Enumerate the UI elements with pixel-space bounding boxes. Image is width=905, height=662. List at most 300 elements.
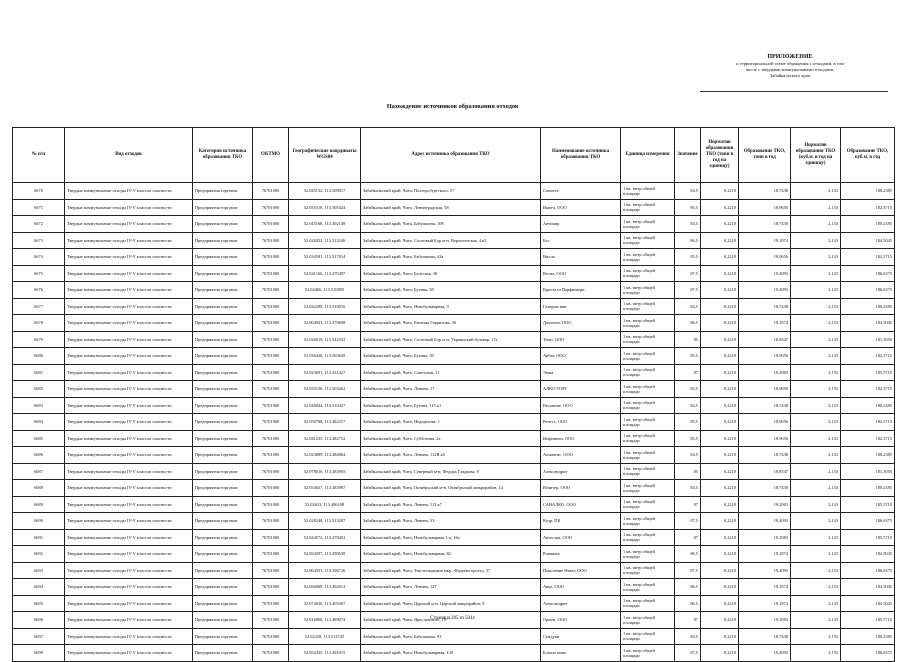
value-cell: 84,5 xyxy=(675,298,701,315)
row-number-cell: 6681 xyxy=(13,364,65,381)
source-name-cell: Инфинити, ООО xyxy=(541,430,621,447)
norm-tons-cell: 0,2218 xyxy=(701,513,739,530)
coordinates-cell: 52.02633, 113.486108 xyxy=(289,496,361,513)
tons-per-year-cell: 18,7438 xyxy=(739,216,791,233)
source-name-cell: Бес xyxy=(541,232,621,249)
norm-cubic-cell: 2,133 xyxy=(791,249,841,266)
norm-cubic-cell: 2,133 xyxy=(791,183,841,200)
source-name-cell: Ренесс, ООО xyxy=(541,414,621,431)
norm-tons-cell: 0,2218 xyxy=(701,397,739,414)
source-address-cell: Забайкальский край, Чита, Сосновый Бор м-н, Верхоленская, 4 к5 xyxy=(361,232,541,249)
source-name-cell: Автостра, ООО xyxy=(541,529,621,546)
row-number-cell: 6688 xyxy=(13,480,65,497)
source-category-cell: Предприятия торговли xyxy=(193,315,253,332)
source-name-cell: Орион, ООО xyxy=(541,612,621,629)
source-address-cell: Забайкальский край, Чита, Ленина, 17 xyxy=(361,381,541,398)
table-row xyxy=(13,331,895,348)
norm-tons-cell: 0,2218 xyxy=(701,480,739,497)
waste-type-cell: Твердые коммунальные отходы IV-V классов опасности xyxy=(65,463,193,480)
header-cell: Наименование источника образования ТКО xyxy=(541,128,621,183)
appendix-line: Забайкальского края xyxy=(769,73,811,78)
norm-cubic-cell: 2,133 xyxy=(791,480,841,497)
norm-cubic-cell: 2,133 xyxy=(791,348,841,365)
row-number-cell: 6687 xyxy=(13,463,65,480)
source-name-cell: Поколение Невет, ООО xyxy=(541,562,621,579)
norm-tons-cell: 0,2218 xyxy=(701,348,739,365)
coordinates-cell: 52.04466, 113.510095 xyxy=(289,282,361,299)
unit-cell: 1 кв. метр общей площади xyxy=(621,315,675,332)
source-category-cell: Предприятия торговли xyxy=(193,364,253,381)
source-address-cell: Забайкальский край, Чита, Евгения Гаврилова, 36 xyxy=(361,315,541,332)
norm-cubic-cell: 2,133 xyxy=(791,645,841,662)
source-category-cell: Предприятия торговли xyxy=(193,414,253,431)
cubic-per-year-cell: 180,2385 xyxy=(841,298,895,315)
source-category-cell: Предприятия торговли xyxy=(193,496,253,513)
header-row xyxy=(13,128,895,183)
row-number-cell: 6692 xyxy=(13,546,65,563)
coordinates-cell: 52.016808, 113.489074 xyxy=(289,612,361,629)
cubic-per-year-cell: 181,3050 xyxy=(841,331,895,348)
oktmo-code-cell: 76701000 xyxy=(253,364,289,381)
value-cell: 87,5 xyxy=(675,562,701,579)
oktmo-code-cell: 76701000 xyxy=(253,546,289,563)
oktmo-code-cell: 76701000 xyxy=(253,397,289,414)
oktmo-code-cell: 76701000 xyxy=(253,348,289,365)
norm-cubic-cell: 2,133 xyxy=(791,430,841,447)
value-cell: 87 xyxy=(675,364,701,381)
value-cell: 86,5 xyxy=(675,595,701,612)
header-cell: Вид отходов xyxy=(65,128,193,183)
oktmo-code-cell: 76701000 xyxy=(253,562,289,579)
tons-per-year-cell: 19,1874 xyxy=(739,315,791,332)
source-address-cell: Забайкальский край, Чита, Новобульварная, 9 xyxy=(361,298,541,315)
coordinates-cell: 52.041235, 113.482752 xyxy=(289,430,361,447)
source-category-cell: Предприятия торговли xyxy=(193,381,253,398)
source-address-cell: Забайкальский край, Чита, Бутина, 59 xyxy=(361,348,541,365)
norm-tons-cell: 0,2218 xyxy=(701,232,739,249)
norm-cubic-cell: 2,133 xyxy=(791,397,841,414)
cubic-per-year-cell: 180,2385 xyxy=(841,397,895,414)
table-row xyxy=(13,315,895,332)
cubic-per-year-cell: 185,5710 xyxy=(841,529,895,546)
source-category-cell: Предприятия торговли xyxy=(193,249,253,266)
tons-per-year-cell: 19,1874 xyxy=(739,546,791,563)
waste-type-cell: Твердые коммунальные отходы IV-V классов опасности xyxy=(65,265,193,282)
oktmo-code-cell: 76701000 xyxy=(253,381,289,398)
unit-cell: 1 кв. метр общей площади xyxy=(621,249,675,266)
source-category-cell: Предприятия торговли xyxy=(193,199,253,216)
cubic-per-year-cell: 182,3715 xyxy=(841,249,895,266)
oktmo-code-cell: 76701000 xyxy=(253,595,289,612)
source-address-cell: Забайкальский край, Чита, Советская, 11 xyxy=(361,364,541,381)
source-address-cell: Забайкальский край, Чита, Бабушкина, 42а xyxy=(361,249,541,266)
source-name-cell: Вилла xyxy=(541,249,621,266)
table-row xyxy=(13,364,895,381)
tons-per-year-cell: 19,2983 xyxy=(739,529,791,546)
header-cell: ОКТМО xyxy=(253,128,289,183)
value-cell: 86,5 xyxy=(675,579,701,596)
norm-tons-cell: 0,2218 xyxy=(701,546,739,563)
tons-per-year-cell: 18,8547 xyxy=(739,331,791,348)
unit-cell: 1 кв. метр общей площади xyxy=(621,513,675,530)
oktmo-code-cell: 76701000 xyxy=(253,480,289,497)
table-row xyxy=(13,199,895,216)
source-address-cell: Забайкальский край, Чита, Субботина, 2а xyxy=(361,430,541,447)
norm-cubic-cell: 2,133 xyxy=(791,199,841,216)
cubic-per-year-cell: 185,5710 xyxy=(841,612,895,629)
source-category-cell: Предприятия торговли xyxy=(193,282,253,299)
norm-tons-cell: 0,2218 xyxy=(701,199,739,216)
tons-per-year-cell: 18,9656 xyxy=(739,430,791,447)
oktmo-code-cell: 76701000 xyxy=(253,628,289,645)
coordinates-cell: 52.054297, 113.490539 xyxy=(289,546,361,563)
source-name-cell: Самотех xyxy=(541,183,621,200)
tons-per-year-cell: 18,7438 xyxy=(739,628,791,645)
norm-cubic-cell: 2,133 xyxy=(791,628,841,645)
source-category-cell: Предприятия торговли xyxy=(193,579,253,596)
waste-type-cell: Твердые коммунальные отходы IV-V классов опасности xyxy=(65,430,193,447)
document-title: Нахождение источников образования отходов xyxy=(386,103,519,110)
table-row xyxy=(13,397,895,414)
oktmo-code-cell: 76701000 xyxy=(253,529,289,546)
row-number-cell: 6684 xyxy=(13,414,65,431)
unit-cell: 1 кв. метр общей площади xyxy=(621,199,675,216)
source-address-cell: Забайкальский край, Чита, Октябрьский м-н, Октябрьский микрорайон, 14 xyxy=(361,480,541,497)
oktmo-code-cell: 76701000 xyxy=(253,249,289,266)
unit-cell: 1 кв. метр общей площади xyxy=(621,397,675,414)
waste-type-cell: Твердые коммунальные отходы IV-V классов опасности xyxy=(65,282,193,299)
cubic-per-year-cell: 184,5045 xyxy=(841,546,895,563)
waste-type-cell: Твердые коммунальные отходы IV-V классов опасности xyxy=(65,397,193,414)
value-cell: 85,5 xyxy=(675,430,701,447)
norm-tons-cell: 0,2218 xyxy=(701,331,739,348)
waste-type-cell: Твердые коммунальные отходы IV-V классов опасности xyxy=(65,645,193,662)
unit-cell: 1 кв. метр общей площади xyxy=(621,348,675,365)
waste-type-cell: Твердые коммунальные отходы IV-V классов опасности xyxy=(65,447,193,464)
unit-cell: 1 кв. метр общей площади xyxy=(621,645,675,662)
row-number-cell: 6680 xyxy=(13,348,65,365)
value-cell: 84,5 xyxy=(675,447,701,464)
norm-tons-cell: 0,2218 xyxy=(701,364,739,381)
tons-per-year-cell: 19,1874 xyxy=(739,595,791,612)
cubic-per-year-cell: 185,5710 xyxy=(841,496,895,513)
unit-cell: 1 кв. метр общей площади xyxy=(621,298,675,315)
source-category-cell: Предприятия торговли xyxy=(193,480,253,497)
cubic-per-year-cell: 185,5710 xyxy=(841,364,895,381)
norm-cubic-cell: 2,133 xyxy=(791,513,841,530)
tons-per-year-cell: 18,9656 xyxy=(739,199,791,216)
norm-tons-cell: 0,2218 xyxy=(701,414,739,431)
cubic-per-year-cell: 186,6375 xyxy=(841,265,895,282)
value-cell: 84,5 xyxy=(675,397,701,414)
tons-per-year-cell: 19,4093 xyxy=(739,282,791,299)
table-row xyxy=(13,414,895,431)
coordinates-cell: 52.023889, 113.484864 xyxy=(289,447,361,464)
oktmo-code-cell: 76701000 xyxy=(253,513,289,530)
cubic-per-year-cell: 182,3715 xyxy=(841,430,895,447)
header-cell: Адрес источника образования ТКО xyxy=(361,128,541,183)
source-name-cell: Александрит xyxy=(541,463,621,480)
coordinates-cell: 52.046844, 113.510427 xyxy=(289,397,361,414)
page-number: Страница 285 из 5044 xyxy=(430,616,475,621)
source-name-cell: Алмаатис, ООО xyxy=(541,447,621,464)
source-address-cell: Забайкальский край, Чита, Ленина, 127 xyxy=(361,579,541,596)
waste-type-cell: Твердые коммунальные отходы IV-V классов опасности xyxy=(65,183,193,200)
table-row xyxy=(13,595,895,612)
row-number-cell: 6679 xyxy=(13,331,65,348)
header-cell: Единица измерения xyxy=(621,128,675,183)
norm-tons-cell: 0,2218 xyxy=(701,216,739,233)
coordinates-cell: 52.034581, 113.517814 xyxy=(289,249,361,266)
source-name-cell: Джунгли, ООО xyxy=(541,315,621,332)
unit-cell: 1 кв. метр общей площади xyxy=(621,282,675,299)
cubic-per-year-cell: 180,2385 xyxy=(841,183,895,200)
oktmo-code-cell: 76701000 xyxy=(253,414,289,431)
value-cell: 85,5 xyxy=(675,414,701,431)
source-name-cell: Юпитер, ООО xyxy=(541,480,621,497)
tons-per-year-cell: 18,9656 xyxy=(739,348,791,365)
norm-cubic-cell: 2,133 xyxy=(791,298,841,315)
norm-tons-cell: 0,2218 xyxy=(701,595,739,612)
coordinates-cell: 52.045168, 113.492148 xyxy=(289,216,361,233)
oktmo-code-cell: 76701000 xyxy=(253,199,289,216)
source-address-cell: Забайкальский край, Чита, Ленина, 112В к6 xyxy=(361,447,541,464)
table-row xyxy=(13,546,895,563)
cubic-per-year-cell: 186,6375 xyxy=(841,562,895,579)
waste-type-cell: Твердые коммунальные отходы IV-V классов опасности xyxy=(65,480,193,497)
oktmo-code-cell: 76701000 xyxy=(253,447,289,464)
value-cell: 87 xyxy=(675,496,701,513)
cubic-per-year-cell: 184,5045 xyxy=(841,315,895,332)
cubic-per-year-cell: 180,2385 xyxy=(841,480,895,497)
coordinates-cell: 52.036428, 113.503649 xyxy=(289,348,361,365)
source-address-cell: Забайкальский край, Чита, Ярославского, 19 xyxy=(361,612,541,629)
source-address-cell: Забайкальский край, Чита, Балтская, 30 xyxy=(361,265,541,282)
source-address-cell: Забайкальский край, Чита, Ленинградская, 58 xyxy=(361,199,541,216)
waste-type-cell: Твердые коммунальные отходы IV-V классов опасности xyxy=(65,331,193,348)
tons-per-year-cell: 19,1874 xyxy=(739,579,791,596)
tons-per-year-cell: 18,8547 xyxy=(739,463,791,480)
cubic-per-year-cell: 182,3715 xyxy=(841,381,895,398)
unit-cell: 1 кв. метр общей площади xyxy=(621,430,675,447)
norm-tons-cell: 0,2218 xyxy=(701,628,739,645)
value-cell: 84,5 xyxy=(675,216,701,233)
norm-cubic-cell: 2,133 xyxy=(791,612,841,629)
row-number-cell: 6691 xyxy=(13,529,65,546)
source-category-cell: Предприятия торговли xyxy=(193,447,253,464)
source-address-cell: Забайкальский край, Чита, Новобульварная 1-я, 16а xyxy=(361,529,541,546)
tons-per-year-cell: 18,7438 xyxy=(739,298,791,315)
oktmo-code-cell: 76701000 xyxy=(253,496,289,513)
waste-type-cell: Твердые коммунальные отходы IV-V классов опасности xyxy=(65,612,193,629)
source-category-cell: Предприятия торговли xyxy=(193,513,253,530)
tons-per-year-cell: 19,2983 xyxy=(739,612,791,629)
row-number-cell: 6682 xyxy=(13,381,65,398)
waste-type-cell: Твердые коммунальные отходы IV-V классов опасности xyxy=(65,348,193,365)
norm-tons-cell: 0,2218 xyxy=(701,265,739,282)
cubic-per-year-cell: 186,6375 xyxy=(841,513,895,530)
row-number-cell: 6698 xyxy=(13,645,65,662)
oktmo-code-cell: 76701000 xyxy=(253,430,289,447)
unit-cell: 1 кв. метр общей площади xyxy=(621,364,675,381)
row-number-cell: 6686 xyxy=(13,447,65,464)
appendix-title: ПРИЛОЖЕНИЕ xyxy=(767,54,813,60)
row-number-cell: 6694 xyxy=(13,579,65,596)
norm-tons-cell: 0,2218 xyxy=(701,463,739,480)
unit-cell: 1 кв. метр общей площади xyxy=(621,579,675,596)
source-address-cell: Забайкальский край, Чита, Бутина, 115 к1 xyxy=(361,397,541,414)
tons-per-year-cell: 19,4093 xyxy=(739,265,791,282)
table-row xyxy=(13,232,895,249)
table-row xyxy=(13,529,895,546)
cubic-per-year-cell: 182,3715 xyxy=(841,348,895,365)
unit-cell: 1 кв. метр общей площади xyxy=(621,216,675,233)
coordinates-cell: 52.064943, 113.470698 xyxy=(289,315,361,332)
header-cell: Категория источника образования ТКО xyxy=(193,128,253,183)
coordinates-cell: 52.028248, 113.513287 xyxy=(289,513,361,530)
waste-type-cell: Твердые коммунальные отходы IV-V классов опасности xyxy=(65,513,193,530)
coordinates-cell: 52.064353, 113.396726 xyxy=(289,562,361,579)
coordinates-cell: 52.042299, 113.510016 xyxy=(289,298,361,315)
norm-cubic-cell: 2,133 xyxy=(791,315,841,332)
table-row xyxy=(13,249,895,266)
row-number-cell: 6689 xyxy=(13,496,65,513)
appendix-underline xyxy=(700,91,888,92)
oktmo-code-cell: 76701000 xyxy=(253,298,289,315)
norm-cubic-cell: 2,133 xyxy=(791,216,841,233)
table-row xyxy=(13,265,895,282)
cubic-per-year-cell: 182,3715 xyxy=(841,199,895,216)
unit-cell: 1 кв. метр общей площади xyxy=(621,265,675,282)
coordinates-cell: 52.035318, 113.505324 xyxy=(289,199,361,216)
source-name-cell: Вьюга, ООО xyxy=(541,199,621,216)
waste-type-cell: Твердые коммунальные отходы IV-V классов опасности xyxy=(65,546,193,563)
unit-cell: 1 кв. метр общей площади xyxy=(621,595,675,612)
source-address-cell: Забайкальский край, Чита, Текстильщиков мкр., Фадеева проезд, 37 xyxy=(361,562,541,579)
table-row xyxy=(13,628,895,645)
tons-per-year-cell: 18,7438 xyxy=(739,397,791,414)
unit-cell: 1 кв. метр общей площади xyxy=(621,447,675,464)
oktmo-code-cell: 76701000 xyxy=(253,645,289,662)
unit-cell: 1 кв. метр общей площади xyxy=(621,381,675,398)
waste-type-cell: Твердые коммунальные отходы IV-V классов опасности xyxy=(65,496,193,513)
coordinates-cell: 52.078016, 113.483965 xyxy=(289,463,361,480)
coordinates-cell: 52.041166, 113.479497 xyxy=(289,265,361,282)
cubic-per-year-cell: 184,5045 xyxy=(841,232,895,249)
norm-tons-cell: 0,2218 xyxy=(701,183,739,200)
norm-cubic-cell: 2,133 xyxy=(791,529,841,546)
row-number-cell: 6683 xyxy=(13,397,65,414)
cubic-per-year-cell: 181,3050 xyxy=(841,463,895,480)
value-cell: 87 xyxy=(675,529,701,546)
source-address-cell: Забайкальский край, Чита, Северный м-н, Федора Гладкова, 8 xyxy=(361,463,541,480)
tons-per-year-cell: 19,4093 xyxy=(739,645,791,662)
unit-cell: 1 кв. метр общей площади xyxy=(621,562,675,579)
unit-cell: 1 кв. метр общей площади xyxy=(621,480,675,497)
cubic-per-year-cell: 180,2385 xyxy=(841,216,895,233)
coordinates-cell: 52.045132, 113.509017 xyxy=(289,183,361,200)
source-name-cell: Александрит xyxy=(541,595,621,612)
table-row xyxy=(13,480,895,497)
waste-type-cell: Твердые коммунальные отходы IV-V классов опасности xyxy=(65,232,193,249)
coordinates-cell: 52.023691, 113.431427 xyxy=(289,364,361,381)
tons-per-year-cell: 18,7438 xyxy=(739,447,791,464)
table-row xyxy=(13,183,895,200)
norm-cubic-cell: 2,133 xyxy=(791,546,841,563)
waste-type-cell: Твердые коммунальные отходы IV-V классов опасности xyxy=(65,298,193,315)
row-number-cell: 6674 xyxy=(13,249,65,266)
oktmo-code-cell: 76701000 xyxy=(253,265,289,282)
oktmo-code-cell: 76701000 xyxy=(253,216,289,233)
tons-per-year-cell: 19,1874 xyxy=(739,232,791,249)
waste-type-cell: Твердые коммунальные отходы IV-V классов опасности xyxy=(65,249,193,266)
norm-tons-cell: 0,2218 xyxy=(701,645,739,662)
norm-tons-cell: 0,2218 xyxy=(701,315,739,332)
source-category-cell: Предприятия торговли xyxy=(193,397,253,414)
table-row xyxy=(13,513,895,530)
tons-per-year-cell: 19,2983 xyxy=(739,496,791,513)
waste-type-cell: Твердые коммунальные отходы IV-V классов опасности xyxy=(65,364,193,381)
source-category-cell: Предприятия торговли xyxy=(193,331,253,348)
table-row xyxy=(13,282,895,299)
tons-per-year-cell: 18,9656 xyxy=(739,249,791,266)
source-address-cell: Забайкальский край, Чита, Ленина, 33 xyxy=(361,513,541,530)
norm-tons-cell: 0,2218 xyxy=(701,562,739,579)
source-category-cell: Предприятия торговли xyxy=(193,216,253,233)
norm-cubic-cell: 2,133 xyxy=(791,579,841,596)
oktmo-code-cell: 76701000 xyxy=(253,331,289,348)
norm-tons-cell: 0,2218 xyxy=(701,447,739,464)
source-address-cell: Забайкальский край, Чита, Царский м-н, Царский микрорайон, 9 xyxy=(361,595,541,612)
source-name-cell: Сундуки xyxy=(541,628,621,645)
source-address-cell: Забайкальский край, Чита, Ленина, 112 к7 xyxy=(361,496,541,513)
table-row xyxy=(13,216,895,233)
unit-cell: 1 кв. метр общей площади xyxy=(621,183,675,200)
value-cell: 87,5 xyxy=(675,645,701,662)
table-row xyxy=(13,645,895,662)
appendix-line: к территориальной схеме обращения с отходами, в том xyxy=(736,61,844,66)
norm-cubic-cell: 2,133 xyxy=(791,595,841,612)
header-cell: Образование ТКО, куб.м. в год xyxy=(841,128,895,183)
appendix-line: числе с твердыми коммунальными отходами, xyxy=(745,67,835,72)
oktmo-code-cell: 76701000 xyxy=(253,463,289,480)
table-row xyxy=(13,496,895,513)
norm-tons-cell: 0,2218 xyxy=(701,381,739,398)
sources-table xyxy=(12,127,895,662)
waste-type-cell: Твердые коммунальные отходы IV-V классов опасности xyxy=(65,579,193,596)
source-name-cell: САНАЛКО, ООО xyxy=(541,496,621,513)
source-name-cell: Бокало вина xyxy=(541,645,621,662)
value-cell: 85 xyxy=(675,463,701,480)
table-row xyxy=(13,430,895,447)
unit-cell: 1 кв. метр общей площади xyxy=(621,546,675,563)
row-number-cell: 6670 xyxy=(13,183,65,200)
header-cell: Норматив образования ТКО (куб.м. в год на единицу) xyxy=(791,128,841,183)
row-number-cell: 6685 xyxy=(13,430,65,447)
row-number-cell: 6671 xyxy=(13,199,65,216)
value-cell: 87,5 xyxy=(675,265,701,282)
norm-tons-cell: 0,2218 xyxy=(701,612,739,629)
norm-cubic-cell: 2,133 xyxy=(791,381,841,398)
cubic-per-year-cell: 184,5045 xyxy=(841,579,895,596)
row-number-cell: 6696 xyxy=(13,612,65,629)
appendix-note xyxy=(690,54,890,79)
norm-cubic-cell: 2,133 xyxy=(791,562,841,579)
row-number-cell: 6672 xyxy=(13,216,65,233)
oktmo-code-cell: 76701000 xyxy=(253,315,289,332)
value-cell: 85,5 xyxy=(675,348,701,365)
value-cell: 87,5 xyxy=(675,282,701,299)
